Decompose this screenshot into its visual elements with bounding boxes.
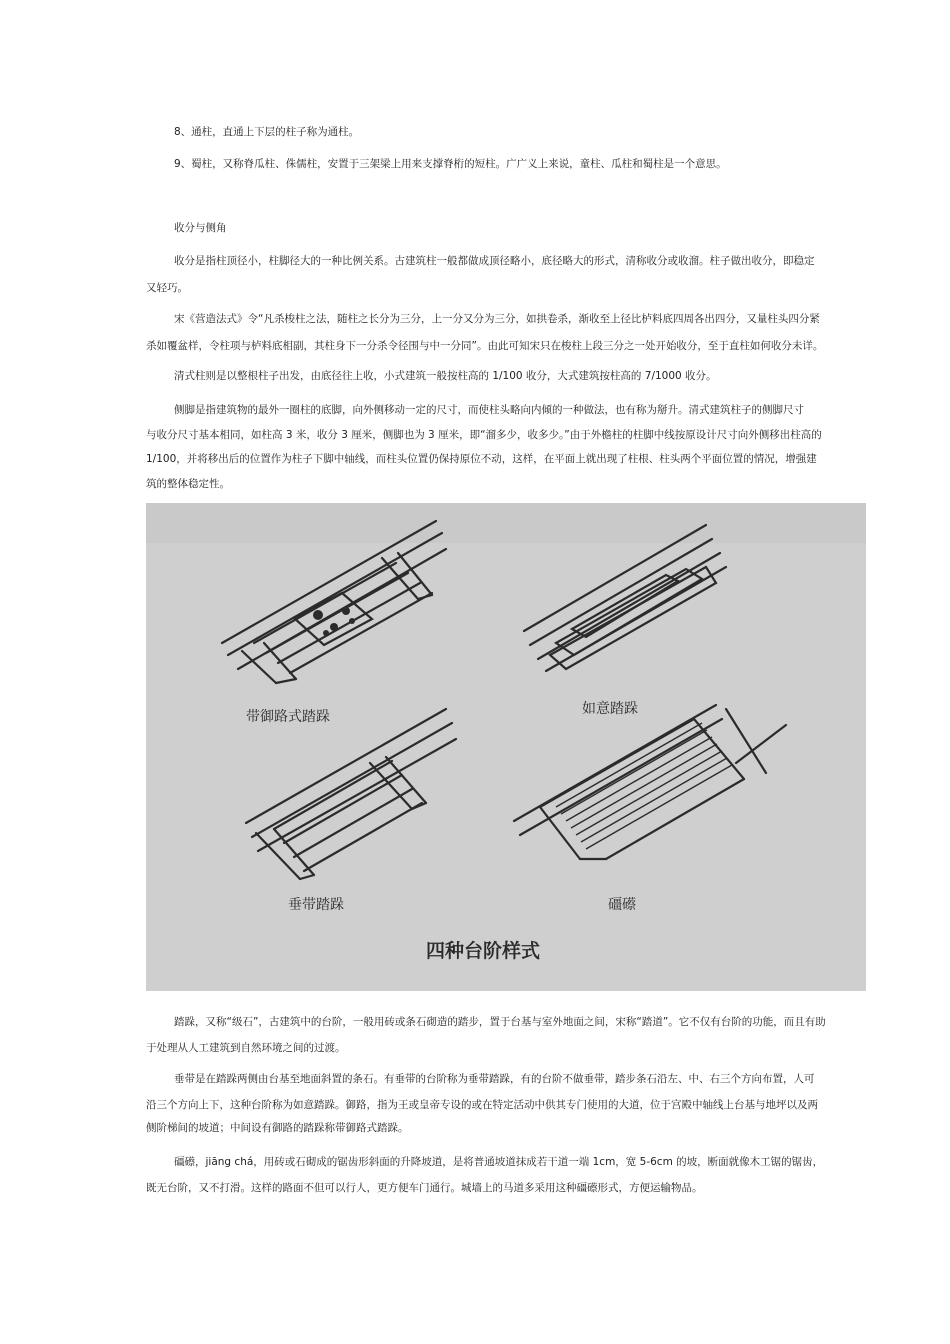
text-line: 9、蜀柱，又称脊瓜柱、侏儒柱，安置于三架梁上用来支撑脊桁的短柱。广广义上来说，童柱、瓜柱和蜀柱是一个意思。 xyxy=(174,158,727,170)
text-line: 筑的整体稳定性。 xyxy=(146,478,230,490)
text-line: 宋《营造法式》令“凡杀梭柱之法，随柱之长分为三分，上一分又分为三分，如拱卷杀，渐收至上径比栌料底四周各出四分，又量柱头四分紧 xyxy=(174,313,820,325)
section-heading: 收分与侧角 xyxy=(174,222,227,234)
text-line: 侧脚是指建筑物的最外一圈柱的底脚，向外侧移动一定的尺寸，而使柱头略向内倾的一种做法，也有称为掰升。清式建筑柱子的侧脚尺寸 xyxy=(174,404,804,416)
text-line: 礓礤，jiāng chá，用砖或石砌成的锯齿形斜面的升降坡道，是将普通坡道抹成若干道一端 1cm，宽 5-6cm 的坡，断面就像木工锯的锯齿， xyxy=(174,1156,824,1168)
text-line: 1/100，并将移出后的位置作为柱子下脚中轴线，而柱头位置仍保持原位不动，这样，在平面上就出现了柱根、柱头两个平面位置的情况，增强建 xyxy=(146,453,817,465)
text-line: 收分是指柱顶径小，柱脚径大的一种比例关系。古建筑柱一般都做成顶径略小，底径略大的形式，清称收分或收溜。柱子做出收分，即稳定 xyxy=(174,255,815,267)
text-line: 杀如覆盆样，令柱项与栌料底相副，其柱身下一分杀令径围与中一分同”。由此可知宋只在梭柱上段三分之一处开始收分，至于直柱如何收分未详。 xyxy=(146,340,824,352)
steps-figure xyxy=(146,503,866,991)
text-line: 于处理从人工建筑到自然环境之间的过渡。 xyxy=(146,1042,346,1054)
steps-drawing xyxy=(146,503,866,991)
text-line: 踏跺，又称“级石”，古建筑中的台阶，一般用砖或条石砌造的踏步，置于台基与室外地面之间，宋称“踏道”。它不仅有台阶的功能，而且有助 xyxy=(174,1016,826,1028)
label-ruyi: 如意踏跺 xyxy=(582,701,638,717)
text-line: 既无台阶，又不打滑。这样的路面不但可以行人，更方便车门通行。城墙上的马道多采用这种礓礤形式，方便运输物品。 xyxy=(146,1182,703,1194)
text-line: 8、通柱，直通上下层的柱子称为通柱。 xyxy=(174,126,360,138)
label-jiangca: 礓礤 xyxy=(608,897,636,913)
text-line: 与收分尺寸基本相同，如柱高 3 米，收分 3 厘米，侧脚也为 3 厘米，即“溜多少，收多少。”由于外檐柱的柱脚中线按原设计尺寸向外侧移出柱高的 xyxy=(146,429,822,441)
text-line: 垂带是在踏跺两侧由台基至地面斜置的条石。有垂带的台阶称为垂带踏跺，有的台阶不做垂带，踏步条石沿左、中、右三个方向布置，人可 xyxy=(174,1073,815,1085)
text-line: 沿三个方向上下，这种台阶称为如意踏跺。御路，指为王或皇帝专设的或在特定活动中供其专门使用的大道，位于宫殿中轴线上台基与地坪以及两 xyxy=(146,1099,818,1111)
label-chuidai: 垂带踏跺 xyxy=(288,897,344,913)
label-daiyulu: 带御路式踏跺 xyxy=(246,709,330,725)
text-line: 侧阶梯间的坡道；中间设有御路的踏跺称带御路式踏跺。 xyxy=(146,1122,409,1134)
figure-caption: 四种台阶样式 xyxy=(426,940,541,962)
text-line: 清式柱则是以整根柱子出发，由底径往上收，小式建筑一般按柱高的 1/100 收分，大式建筑按柱高的 7/1000 收分。 xyxy=(174,370,717,382)
text-line: 又轻巧。 xyxy=(146,282,188,294)
